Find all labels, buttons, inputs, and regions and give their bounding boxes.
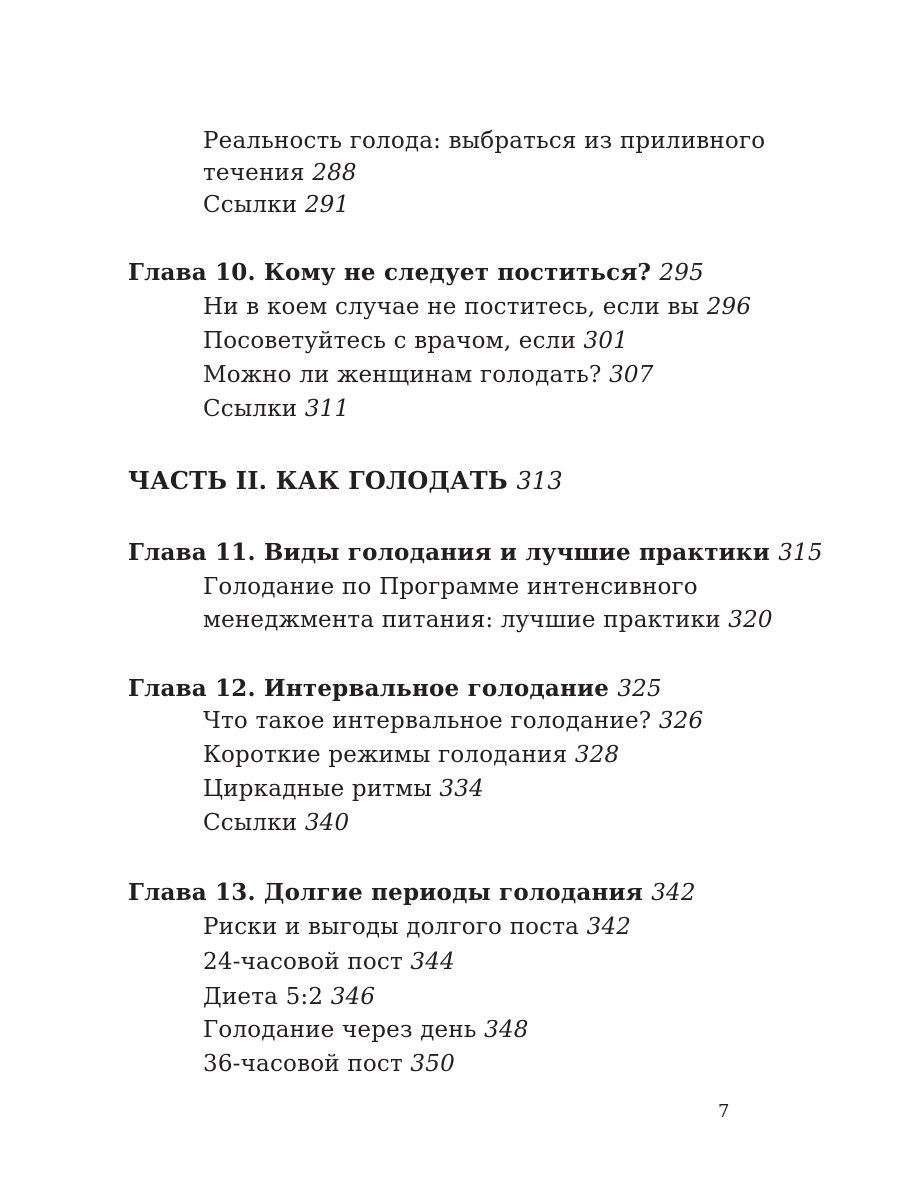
toc-entry-text: Ни в коем случае не поститесь, если вы (203, 294, 700, 320)
toc-page-number: 350 (410, 1051, 455, 1077)
chapter-heading (128, 672, 662, 706)
toc-page-number: 307 (609, 362, 654, 388)
part-heading (128, 464, 563, 498)
toc-page-number: 326 (658, 708, 704, 734)
toc-entry-text: Голодание через день (203, 1017, 485, 1043)
toc-entry (203, 772, 484, 806)
toc-entry-text: 36-часовой пост (203, 1051, 403, 1077)
toc-entry (203, 806, 349, 840)
toc-entry (203, 603, 773, 637)
toc-entry (203, 704, 703, 738)
toc-entry-text: течения (203, 160, 305, 186)
toc-entry-text: Что такое интервальное голодание? (203, 708, 652, 734)
toc-page-number: 328 (574, 742, 620, 768)
toc-entry (203, 156, 357, 190)
toc-entry (203, 945, 455, 979)
toc-page-number: 334 (439, 776, 484, 802)
toc-page-number: 315 (778, 540, 823, 566)
toc-page-number: 288 (312, 160, 357, 186)
toc-page-number: 325 (617, 676, 662, 702)
page-number: 7 (718, 1101, 730, 1122)
toc-page-number: 301 (583, 328, 629, 354)
toc-page-number: 320 (728, 607, 773, 633)
toc-entry-text: Короткие режимы голодания (203, 742, 568, 768)
toc-page-number: 346 (330, 984, 376, 1010)
chapter-heading (128, 876, 696, 910)
toc-page-number: 296 (706, 294, 752, 320)
toc-entry (203, 1013, 529, 1047)
toc-entry (203, 1047, 455, 1081)
toc-page-number: 311 (304, 396, 350, 422)
toc-entry (203, 290, 751, 324)
toc-page-number: 342 (586, 914, 632, 940)
chapter-heading (128, 536, 823, 570)
toc-entry-text: Диета 5:2 (203, 984, 324, 1010)
toc-entry-text: Риски и выгоды долгого поста (203, 914, 580, 940)
toc-entry-text: Циркадные ритмы (203, 776, 432, 802)
chapter-heading (128, 256, 704, 290)
toc-entry (203, 124, 765, 158)
toc-entry (203, 392, 349, 426)
toc-entry-text: Посоветуйтесь с врачом, если (203, 328, 577, 354)
toc-page-number: 340 (304, 810, 350, 836)
chapter-title: Глава 12. Интервальное голодание (128, 675, 610, 702)
toc-entry-text: Голодание по Программе интенсивного (203, 574, 698, 600)
chapter-title: Глава 10. Кому не следует поститься? (128, 259, 652, 286)
toc-entry-text: 24-часовой пост (203, 949, 403, 975)
toc-entry (203, 980, 375, 1014)
toc-page-number: 344 (410, 949, 455, 975)
part-title: ЧАСТЬ II. КАК ГОЛОДАТЬ (128, 466, 508, 495)
toc-entry (203, 358, 654, 392)
toc-entry-text: Ссылки (203, 192, 298, 218)
toc-entry (203, 188, 349, 222)
toc-page-number: 291 (304, 192, 350, 218)
toc-page-number: 342 (651, 880, 696, 906)
toc-entry (203, 738, 619, 772)
toc-entry-text: Ссылки (203, 810, 298, 836)
toc-entry-text: менеджмента питания: лучшие практики (203, 607, 721, 633)
toc-entry-text: Ссылки (203, 396, 298, 422)
toc-entry-text: Реальность голода: выбраться из приливного (203, 128, 766, 154)
toc-entry (203, 910, 631, 944)
toc-page-number: 295 (659, 260, 704, 286)
toc-entry (203, 324, 628, 358)
toc-entry (203, 570, 698, 604)
toc-page-number: 348 (484, 1017, 529, 1043)
chapter-title: Глава 13. Долгие периоды голодания (128, 879, 643, 906)
chapter-title: Глава 11. Виды голодания и лучшие практики (128, 539, 770, 566)
toc-page-number: 313 (516, 467, 563, 495)
toc-entry-text: Можно ли женщинам голодать? (203, 362, 602, 388)
